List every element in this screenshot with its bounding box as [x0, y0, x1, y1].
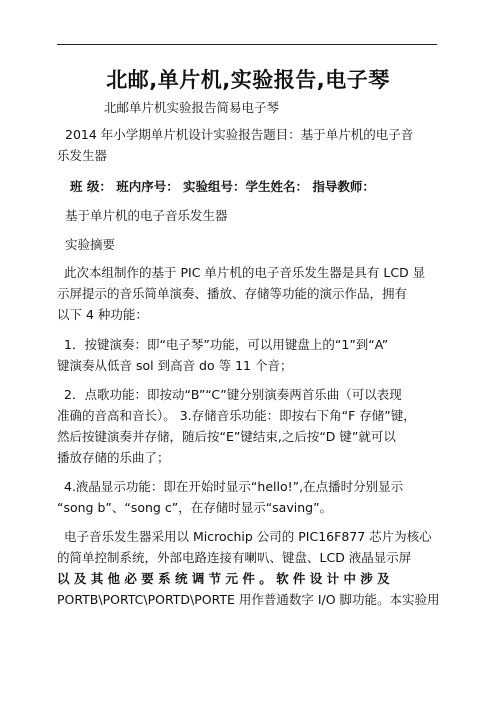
text-line: 4.液晶显示功能：即在开始时显示“hello!”,在点播时分别显示	[64, 479, 404, 494]
text-line: 2．点歌功能：即按动“B”“C”键分别演奏两首乐曲（可以表现	[64, 387, 402, 402]
text-line: 班 级： 班内序号： 实验组号：学生姓名： 指导教师：	[70, 179, 375, 194]
text-line: 1．按键演奏：即“电子琴”功能，可以用键盘上的“1”到“A”	[64, 337, 389, 352]
text-line: 然后按键演奏并存储，随后按“E”键结束,之后按“D 键”就可以	[57, 429, 396, 444]
text-line: 准确的音高和音长）。 3.存储音乐功能：即按右下角“F 存储”键，	[57, 408, 416, 423]
text-line: 基于单片机的电子音乐发生器	[65, 208, 228, 223]
text-line: 电子音乐发生器采用以 Microchip 公司的 PIC16F877 芯片为核心	[64, 529, 432, 544]
text-line: PORTB\PORTC\PORTD\PORTE 用作普通数字 I/O 脚功能。本实验用	[57, 592, 440, 607]
subtitle: 北邮单片机实验报告简易电子琴	[104, 100, 280, 115]
text-line: 以 及 其 他 必 要 系 统 调 节 元 件 。 软 件 设 计 中 涉 及	[57, 571, 390, 586]
text-line: 示屏提示的音乐简单演奏、播放、存储等功能的演示作品，拥有	[57, 286, 408, 301]
text-line: 的简单控制系统，外部电路连接有喇叭、键盘、LCD 液晶显示屏	[57, 550, 412, 565]
text-line: 2014 年小学期单片机设计实验报告题目：基于单片机的电子音	[65, 127, 414, 142]
page-title: 北邮,单片机,实验报告,电子琴	[106, 68, 390, 92]
section-heading: 实验摘要	[65, 237, 116, 252]
text-line: “song b”、“song c”，在存储时显示“saving”。	[57, 500, 333, 515]
text-line: 此次本组制作的基于 PIC 单片机的电子音乐发生器是具有 LCD 显	[64, 265, 426, 280]
text-line: 以下 4 种功能：	[57, 307, 148, 322]
text-line: 键演奏从低音 sol 到高音 do 等 11 个音；	[57, 358, 293, 373]
text-line: 乐发生器	[57, 148, 108, 163]
header-rule	[57, 44, 437, 45]
text-line: 播放存储的乐曲了；	[57, 450, 170, 465]
